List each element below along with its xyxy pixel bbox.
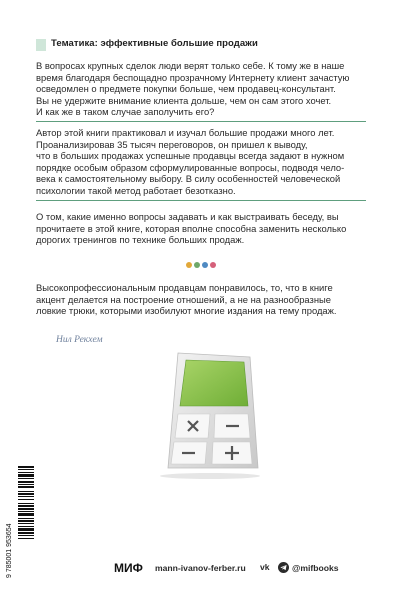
star-icon — [194, 262, 200, 268]
text-line: акцент делается на построение отношений, а не на разнообразные — [36, 293, 331, 305]
barcode-bar — [18, 486, 34, 488]
barcode-bar — [18, 528, 34, 531]
text-line: Автор этой книги практиковал и изучал большие продажи много лет. — [36, 127, 335, 138]
text-line: Высокопрофессиональным продавцам понравилось, то, что в книге — [36, 282, 333, 293]
star-icon — [202, 262, 208, 268]
paragraph-summary — [36, 211, 366, 246]
barcode-bar — [18, 538, 34, 539]
telegram-icon[interactable] — [278, 562, 289, 573]
barcode-bar — [18, 472, 34, 473]
barcode-bar — [18, 469, 34, 470]
barcode-bar — [18, 474, 34, 477]
barcode-bar — [18, 526, 34, 527]
topic-header — [36, 39, 266, 53]
logo-text: МИФ — [114, 561, 143, 574]
text-line: психологии такой метод работает безотказно. — [36, 184, 236, 196]
text-line: В вопросах крупных сделок люди верят только себе. К тому же в наше — [36, 60, 345, 71]
text-line: порядке особым образом сформулированные вопросы, подводя чело- — [36, 161, 345, 173]
barcode-bar — [18, 513, 34, 516]
barcode-bar — [18, 484, 34, 485]
star-icon — [210, 262, 216, 268]
quote-author: Нил Рекхем — [56, 335, 103, 345]
divider-line — [36, 200, 366, 201]
barcode-bar — [18, 481, 34, 483]
barcode-bar — [18, 466, 34, 468]
barcode-bar — [18, 518, 34, 519]
text-line: что в больших продажах успешные продавцы всегда задают в нужном — [36, 150, 345, 161]
publisher-logo — [114, 560, 148, 574]
text-line: века к самостоятельному выбору. В силу особенностей человеческой — [36, 173, 341, 184]
barcode-bar — [18, 532, 34, 534]
barcode-bar — [18, 511, 34, 512]
barcode-bar — [18, 491, 34, 492]
social-handle[interactable]: @mifbooks — [292, 563, 339, 573]
text-line: Вы не удержите внимание клиента дольше, чем он сам этого хочет. — [36, 94, 332, 106]
text-line: ловкие трюки, которыми изобилуют многие издания на тему продаж. — [36, 305, 337, 316]
topic-label: Тематика: эффективные большие продажи — [51, 38, 258, 49]
barcode-digits: 9 785001 953654 — [6, 523, 13, 578]
barcode-bar — [18, 493, 34, 495]
text-line: Проанализировав 35 тысяч переговоров, он пришел к выводу, — [36, 138, 308, 150]
paragraph-intro — [36, 60, 366, 118]
barcode-bar — [18, 523, 34, 524]
barcode-bar — [18, 503, 34, 504]
publisher-footer — [114, 560, 374, 576]
divider-line — [36, 121, 366, 122]
star-dividers — [186, 262, 218, 272]
vk-icon[interactable]: vk — [260, 562, 270, 572]
topic-badge — [36, 39, 46, 51]
star-icon — [186, 262, 192, 268]
calculator-icon — [148, 350, 268, 480]
paragraph-author — [36, 127, 366, 196]
text-line: время благодаря беспощадно прозрачному Интернету клиент зачастую — [36, 71, 350, 83]
text-line: дорогих тренингов по технике больших продаж. — [36, 234, 245, 245]
review-quote — [36, 282, 366, 317]
barcode-bar — [18, 505, 34, 507]
barcode — [6, 462, 34, 580]
barcode-bar — [18, 496, 34, 497]
text-line: О том, какие именно вопросы задавать и как выстраивать беседу, вы — [36, 211, 339, 222]
barcode-bar — [18, 499, 34, 500]
site-link[interactable]: mann-ivanov-ferber.ru — [155, 563, 246, 573]
text-line: прочитаете в этой книге, которая вполне способна заменить несколько — [36, 222, 347, 234]
barcode-bar — [18, 535, 34, 536]
barcode-bar — [18, 478, 34, 479]
barcode-bar — [18, 508, 34, 510]
text-line: И как же в таком случае заполучить его? — [36, 106, 215, 117]
barcode-bar — [18, 520, 34, 522]
text-line: осведомлен о предмете покупки больше, чем продавец-консультант. — [36, 83, 336, 94]
